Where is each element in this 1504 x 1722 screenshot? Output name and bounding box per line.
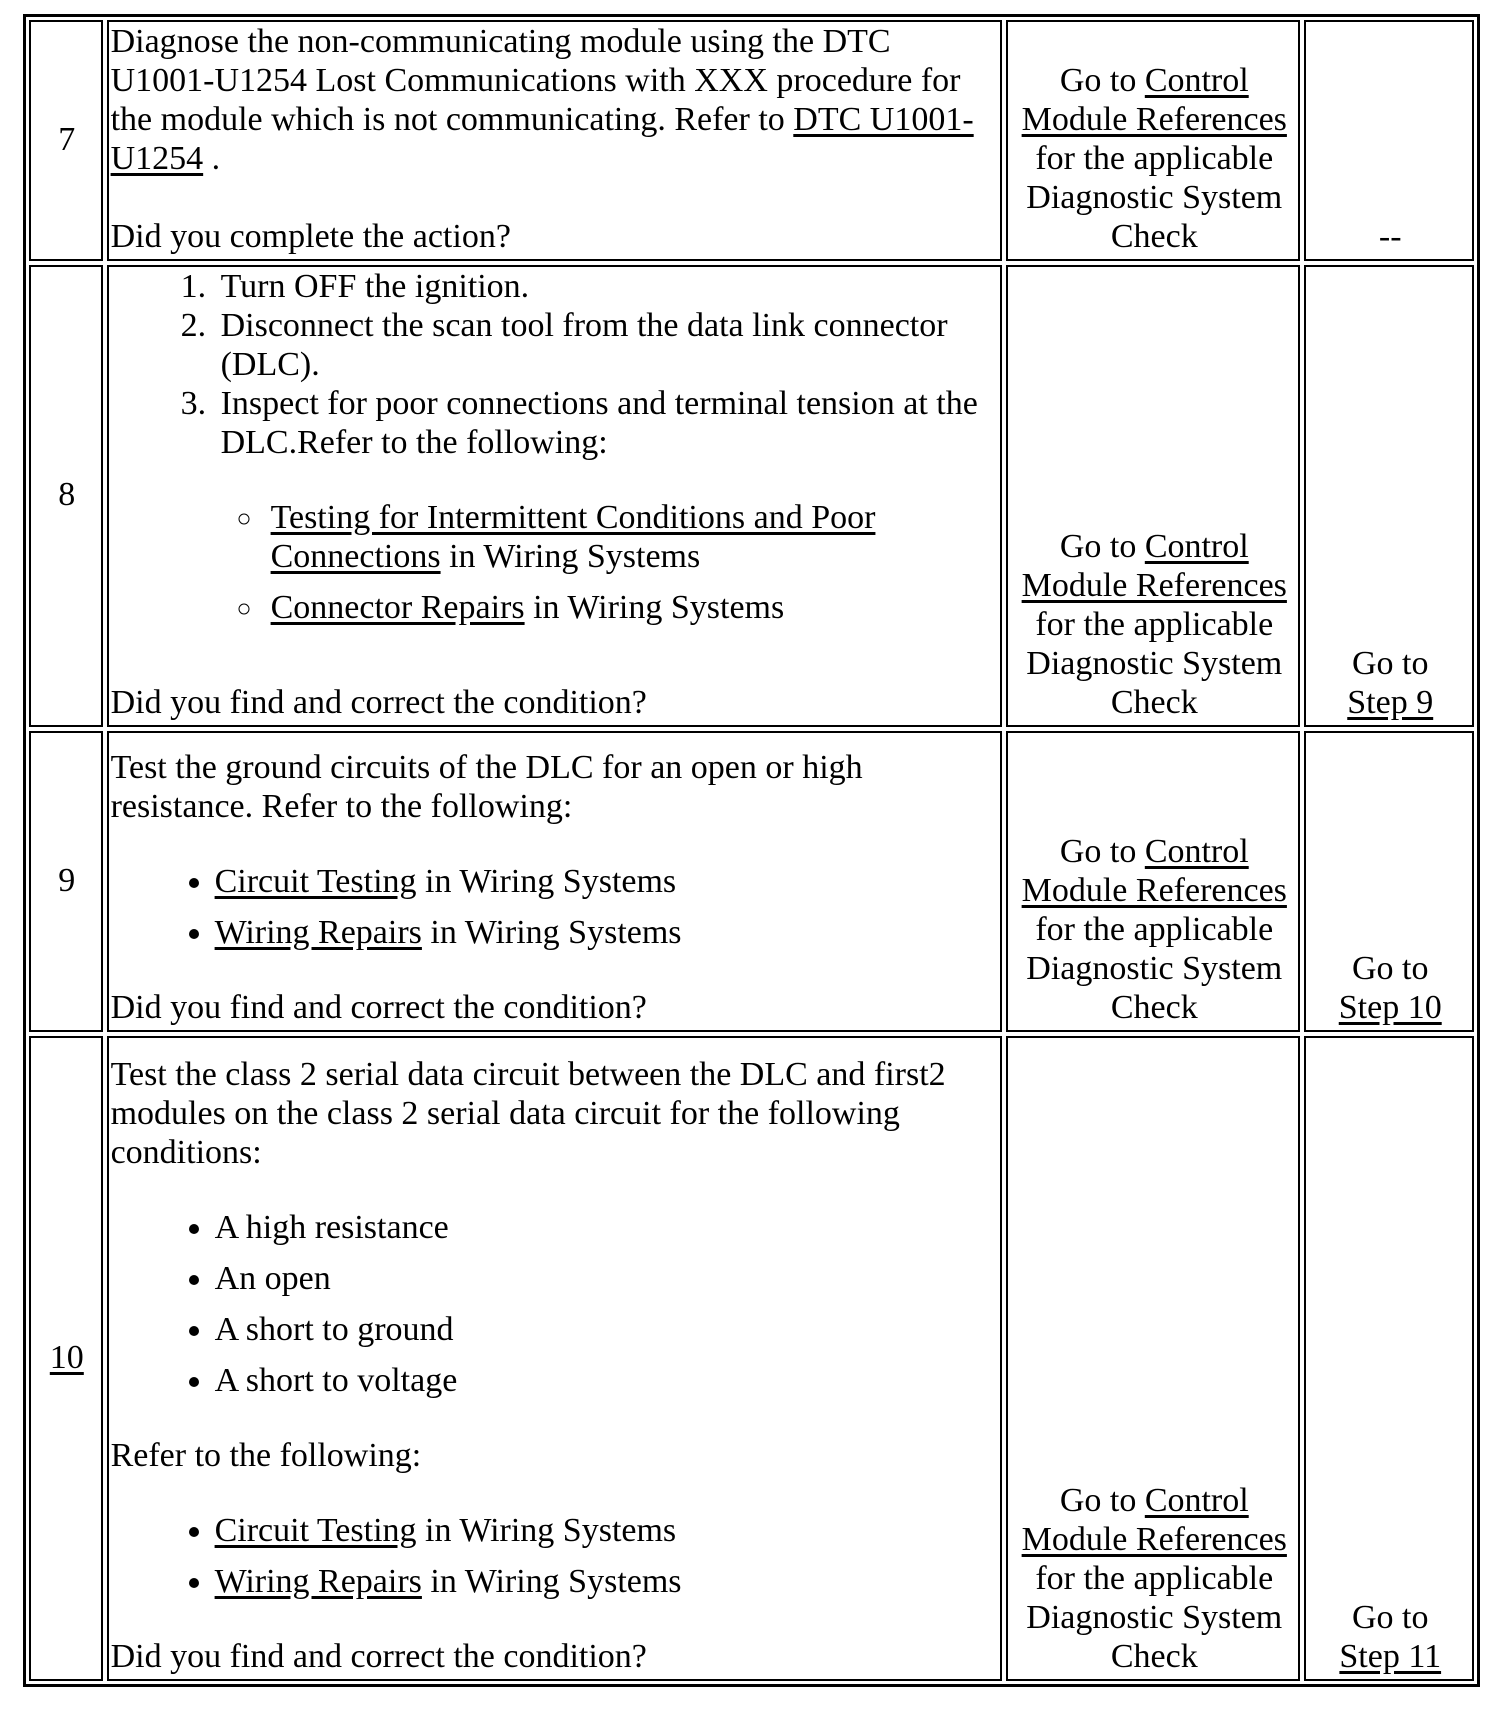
reference-list bbox=[111, 1511, 1000, 1601]
step-link[interactable]: Step 11 bbox=[1339, 1638, 1442, 1675]
control-module-references-link[interactable]: Control Module References bbox=[1021, 62, 1287, 138]
list-item: • A short to ground bbox=[215, 1310, 1000, 1349]
table-row bbox=[29, 20, 1474, 261]
list-item: • Circuit Testing in Wiring Systems bbox=[215, 862, 1000, 901]
action-cell bbox=[107, 1036, 1002, 1681]
yes-cell: Go to Control Module References for the applicable Diagnostic System Check bbox=[1006, 265, 1300, 727]
list-item: ◦ Testing for Intermittent Conditions and Poor Connections in Wiring Systems bbox=[265, 498, 1000, 576]
list-item: ◦ Connector Repairs in Wiring Systems bbox=[265, 588, 1000, 627]
list-item: • Circuit Testing in Wiring Systems bbox=[215, 1511, 1000, 1550]
question: Did you find and correct the condition? bbox=[110, 1638, 647, 1675]
list-item: • Wiring Repairs in Wiring Systems bbox=[215, 1562, 1000, 1601]
no-cell: Go to Step 11 bbox=[1304, 1036, 1474, 1681]
action-cell bbox=[107, 731, 1002, 1032]
no-cell: -- bbox=[1304, 20, 1474, 261]
table-row bbox=[29, 1036, 1474, 1681]
control-module-references-link[interactable]: Control Module References bbox=[1021, 833, 1287, 909]
step-link[interactable]: Step 9 bbox=[1347, 684, 1434, 721]
step-number: 9 bbox=[29, 731, 103, 1032]
list-item: • A short to voltage bbox=[215, 1361, 1000, 1400]
yes-cell: Go to Control Module References for the applicable Diagnostic System Check bbox=[1006, 1036, 1300, 1681]
reference-link[interactable]: Testing for Intermittent Conditions and Poor Connections bbox=[270, 499, 876, 575]
reference-link[interactable]: Wiring Repairs bbox=[214, 914, 422, 951]
action-cell bbox=[107, 265, 1002, 727]
list-item: 2. Disconnect the scan tool from the data link connector (DLC). bbox=[215, 306, 1000, 384]
reference-link[interactable]: Connector Repairs bbox=[270, 589, 525, 626]
action-text: Test the class 2 serial data circuit between the DLC and first2 modules on the class 2 serial data circuit for the following conditions: bbox=[110, 1056, 946, 1171]
control-module-references-link[interactable]: Control Module References bbox=[1021, 1482, 1287, 1558]
yes-cell: Go to Control Module References for the applicable Diagnostic System Check bbox=[1006, 731, 1300, 1032]
procedure-list bbox=[155, 267, 1000, 627]
step-number: 8 bbox=[29, 265, 103, 727]
action-text: Test the ground circuits of the DLC for an open or high resistance. Refer to the following: bbox=[110, 749, 863, 825]
list-item: 3. Inspect for poor connections and terminal tension at the DLC.Refer to the following: ◦ Testing for Intermittent Conditions and Poor Connections in Wiring Systems ◦ Connector Repairs in Wiring Systems bbox=[215, 384, 1000, 627]
diagnostic-table bbox=[23, 14, 1480, 1687]
step-number: 7 bbox=[29, 20, 103, 261]
reference-link[interactable]: Circuit Testing bbox=[214, 863, 417, 900]
step-number bbox=[29, 1036, 103, 1681]
question: Did you complete the action? bbox=[110, 218, 511, 255]
table-row bbox=[29, 265, 1474, 727]
no-cell: Go to Step 9 bbox=[1304, 265, 1474, 727]
list-item: • A high resistance bbox=[215, 1208, 1000, 1247]
reference-link[interactable]: Wiring Repairs bbox=[214, 1563, 422, 1600]
list-item: 1. Turn OFF the ignition. bbox=[215, 267, 1000, 306]
question: Did you find and correct the condition? bbox=[110, 684, 647, 721]
control-module-references-link[interactable]: Control Module References bbox=[1021, 528, 1287, 604]
step-link[interactable]: Step 10 bbox=[1338, 989, 1442, 1026]
action-cell bbox=[107, 20, 1002, 261]
dtc-link[interactable]: DTC U1001-U1254 bbox=[110, 101, 974, 177]
table-row bbox=[29, 731, 1474, 1032]
yes-cell: Go to Control Module References for the applicable Diagnostic System Check bbox=[1006, 20, 1300, 261]
list-item: • Wiring Repairs in Wiring Systems bbox=[215, 913, 1000, 952]
refer-text: Refer to the following: bbox=[110, 1437, 422, 1474]
reference-list bbox=[111, 862, 1000, 952]
reference-list bbox=[161, 498, 1000, 627]
reference-link[interactable]: Circuit Testing bbox=[214, 1512, 417, 1549]
condition-list bbox=[111, 1208, 1000, 1400]
step-number-link[interactable]: 10 bbox=[49, 1338, 84, 1376]
action-text: Diagnose the non-communicating module using the DTC U1001-U1254 Lost Communications with XXX procedure for the module which is not communicating. Refer to DTC U1001-U1254 . bbox=[110, 23, 974, 177]
no-cell: Go to Step 10 bbox=[1304, 731, 1474, 1032]
list-item: • An open bbox=[215, 1259, 1000, 1298]
question: Did you find and correct the condition? bbox=[110, 989, 647, 1026]
